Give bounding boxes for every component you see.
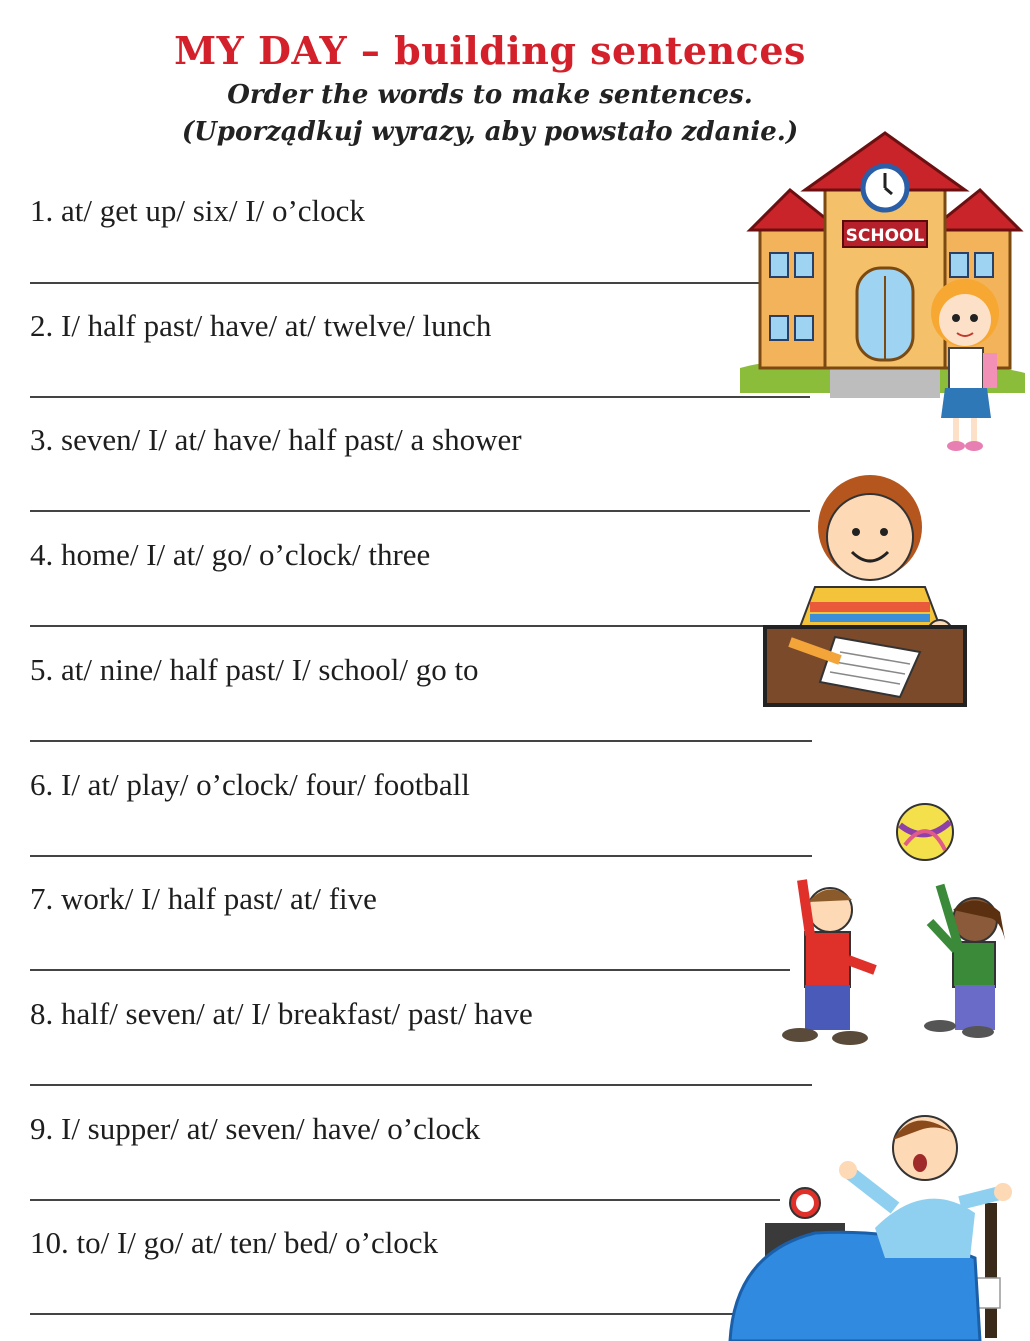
answer-line-1[interactable]: [30, 282, 760, 284]
answer-line-7[interactable]: [30, 969, 790, 971]
answer-line-6[interactable]: [30, 855, 812, 857]
exercise-item-4: 4. home/ I/ at/ go/ o’clock/ three: [30, 537, 431, 572]
answer-line-4[interactable]: [30, 625, 770, 627]
school-building-illustration: [735, 128, 1030, 458]
boy-at-desk-illustration: [760, 462, 970, 712]
instruction-text: Order the words to make sentences.: [227, 80, 753, 110]
answer-line-10[interactable]: [30, 1313, 810, 1315]
exercise-item-3: 3. seven/ I/ at/ have/ half past/ a shower: [30, 422, 522, 457]
exercise-item-9: 9. I/ supper/ at/ seven/ have/ o’clock: [30, 1111, 481, 1146]
worksheet-title: MY DAY – building sentences: [174, 28, 806, 73]
exercise-item-6: 6. I/ at/ play/ o’clock/ four/ football: [30, 767, 470, 802]
exercise-item-7: 7. work/ I/ half past/ at/ five: [30, 881, 377, 916]
exercise-item-1: 1. at/ get up/ six/ I/ o’clock: [30, 193, 365, 228]
exercise-item-8: 8. half/ seven/ at/ I/ breakfast/ past/ have: [30, 996, 533, 1031]
answer-line-9[interactable]: [30, 1199, 780, 1201]
answer-line-3[interactable]: [30, 510, 810, 512]
answer-line-8[interactable]: [30, 1084, 812, 1086]
instruction-text-polish: (Uporządkuj wyrazy, aby powstało zdanie.): [181, 117, 799, 147]
answer-line-5[interactable]: [30, 740, 812, 742]
school-sign: SCHOOL: [845, 226, 925, 246]
exercise-item-10: 10. to/ I/ go/ at/ ten/ bed/ o’clock: [30, 1225, 439, 1260]
answer-line-2[interactable]: [30, 396, 810, 398]
kids-playing-ball-illustration: [760, 800, 1030, 1055]
exercise-item-2: 2. I/ half past/ have/ at/ twelve/ lunch: [30, 308, 492, 343]
boy-waking-up-illustration: [725, 1108, 1025, 1341]
exercise-item-5: 5. at/ nine/ half past/ I/ school/ go to: [30, 652, 479, 687]
